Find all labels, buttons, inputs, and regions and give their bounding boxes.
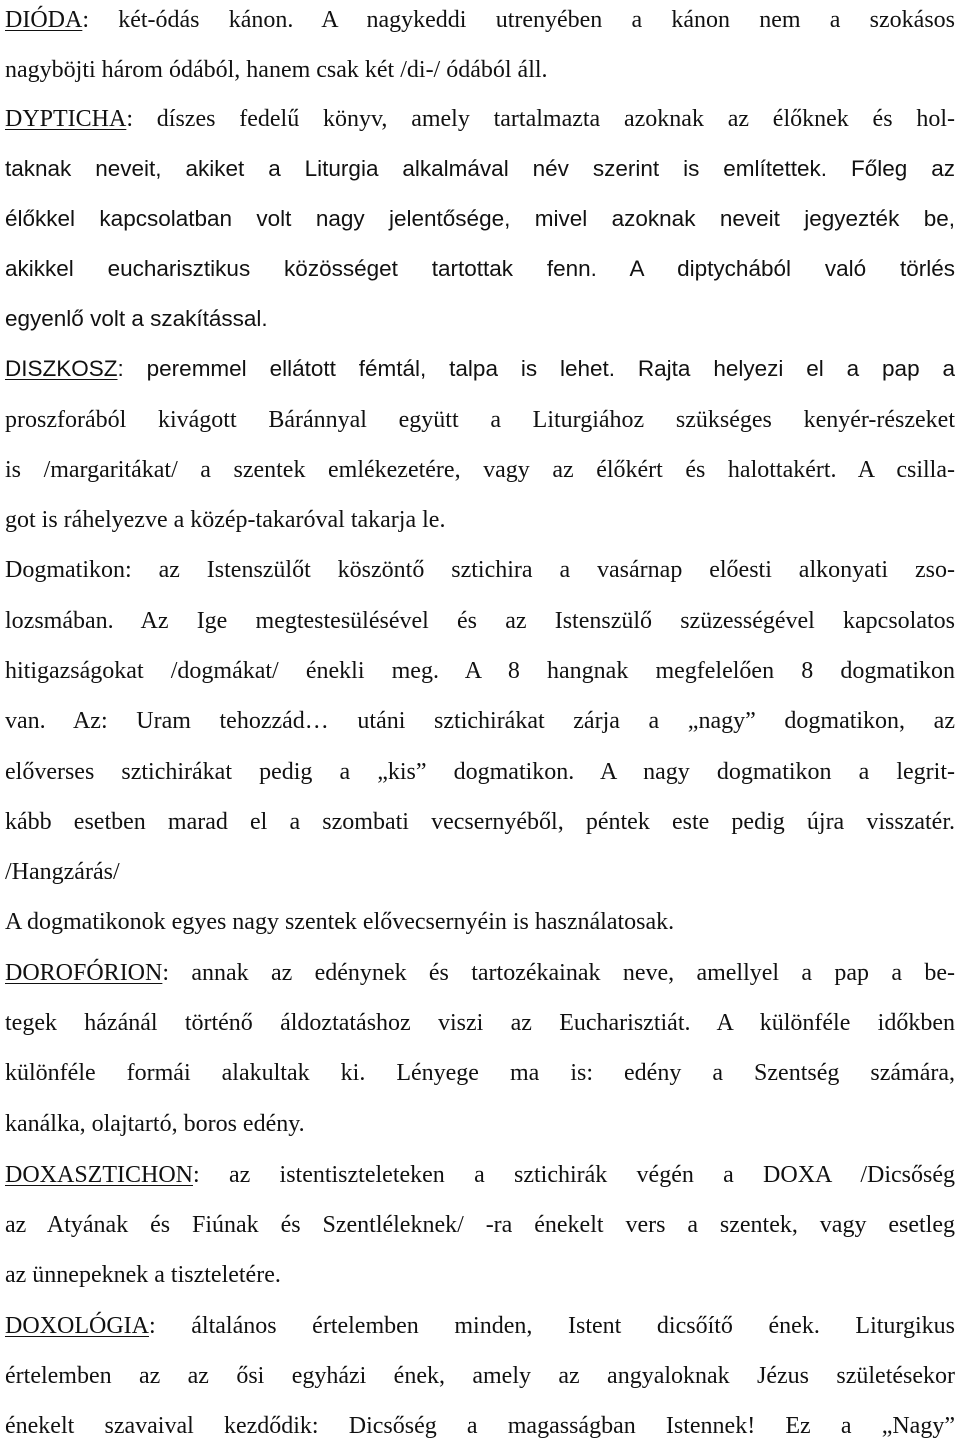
entry-doroforion-line-4: kanálka, olajtartó, boros edény. bbox=[5, 1111, 305, 1137]
term-dypticha: DYPTICHA bbox=[5, 106, 127, 132]
entry-dypticha-line-1: DYPTICHA: díszes fedelű könyv, amely tartalmazta azoknak az élőknek és hol- bbox=[5, 106, 955, 132]
term-doxologia: DOXOLÓGIA bbox=[5, 1313, 149, 1339]
entry-dogmatikon-line-1: Dogmatikon: az Istenszülőt köszöntő sztichira a vasárnap előesti alkonyati zso- bbox=[5, 557, 955, 583]
entry-dypticha-line-2: taknak neveit, akiket a Liturgia alkalmával név szerint is említettek. Főleg az bbox=[5, 156, 955, 181]
entry-diszkosz-line-2: proszforából kivágott Báránnyal együtt a Liturgiához szükséges kenyér-részeket bbox=[5, 407, 955, 433]
entry-dogmatikon-line-4: van. Az: Uram tehozzád… utáni sztichirákat zárja a „nagy” dogmatikon, az bbox=[5, 708, 955, 734]
entry-diszkosz-line-3: is /margaritákat/ a szentek emlékezetére, vagy az élőkért és halottakért. A csilla- bbox=[5, 457, 955, 483]
entry-dogmatikon-line-7: /Hangzárás/ bbox=[5, 859, 120, 885]
entry-dioda-line-1: DIÓDA: két-ódás kánon. A nagykeddi utrenyében a kánon nem a szokásos bbox=[5, 7, 955, 33]
entry-diszkosz-line-4: got is ráhelyezve a közép-takaróval takarja le. bbox=[5, 507, 446, 533]
term-dioda: DIÓDA bbox=[5, 7, 83, 33]
entry-dypticha-line-4: akikkel eucharisztikus közösséget tartottak fenn. A diptychából való törlés bbox=[5, 256, 955, 281]
term-doroforion: DOROFÓRION bbox=[5, 960, 163, 986]
entry-dogmatikon-line-2: lozsmában. Az Ige megtestesülésével és az Istenszülő szüzességével kapcsolatos bbox=[5, 608, 955, 634]
entry-doxasztichon-line-2: az Atyának és Fiúnak és Szentléleknek/ -ra énekelt vers a szentek, vagy esetleg bbox=[5, 1212, 955, 1238]
entry-doroforion-line-1: DOROFÓRION: annak az edénynek és tartozékainak neve, amellyel a pap a be- bbox=[5, 960, 955, 986]
entry-doroforion-line-2: tegek házánál történő áldoztatáshoz viszi az Eucharisztiát. A különféle időkben bbox=[5, 1010, 955, 1036]
entry-dogmatikon-line-6: kább esetben marad el a szombati vecsernyéből, péntek este pedig újra visszatér. bbox=[5, 809, 955, 835]
entry-doroforion-line-3: különféle formái alakultak ki. Lényege ma is: edény a Szentség számára, bbox=[5, 1060, 955, 1086]
entry-doxasztichon-line-1: DOXASZTICHON: az istentiszteleteken a sztichirák végén a DOXA /Dicsőség bbox=[5, 1162, 955, 1188]
entry-doxologia-line-1: DOXOLÓGIA: általános értelemben minden, Istent dicsőítő ének. Liturgikus bbox=[5, 1313, 955, 1339]
entry-dogmatikon-line-3: hitigazságokat /dogmákat/ énekli meg. A 8 hangnak megfelelően 8 dogmatikon bbox=[5, 658, 955, 684]
entry-dogmatikon-line-5: előverses sztichirákat pedig a „kis” dogmatikon. A nagy dogmatikon a legrit- bbox=[5, 759, 955, 785]
entry-dypticha-line-5: egyenlő volt a szakítással. bbox=[5, 306, 268, 331]
entry-dogmatikon-line-8: A dogmatikonok egyes nagy szentek elővecsernyéin is használatosak. bbox=[5, 909, 675, 935]
entry-diszkosz-line-1: DISZKOSZ: peremmel ellátott fémtál, talpa is lehet. Rajta helyezi el a pap a bbox=[5, 356, 955, 381]
entry-doxologia-line-2: értelemben az az ősi egyházi ének, amely az angyaloknak Jézus születésekor bbox=[5, 1363, 955, 1389]
entry-dioda-line-2: nagyböjti három ódából, hanem csak két /di-/ ódából áll. bbox=[5, 57, 548, 83]
term-diszkosz: DISZKOSZ bbox=[5, 356, 118, 381]
entry-dypticha-line-3: élőkkel kapcsolatban volt nagy jelentősége, mivel azoknak neveit jegyezték be, bbox=[5, 206, 955, 231]
glossary-page bbox=[5, 0, 955, 1456]
entry-doxologia-line-3: énekelt szavaival kezdődik: Dicsőség a magasságban Istennek! Ez a „Nagy” bbox=[5, 1413, 955, 1439]
entry-doxasztichon-line-3: az ünnepeknek a tiszteletére. bbox=[5, 1262, 281, 1288]
term-doxasztichon: DOXASZTICHON bbox=[5, 1162, 193, 1188]
